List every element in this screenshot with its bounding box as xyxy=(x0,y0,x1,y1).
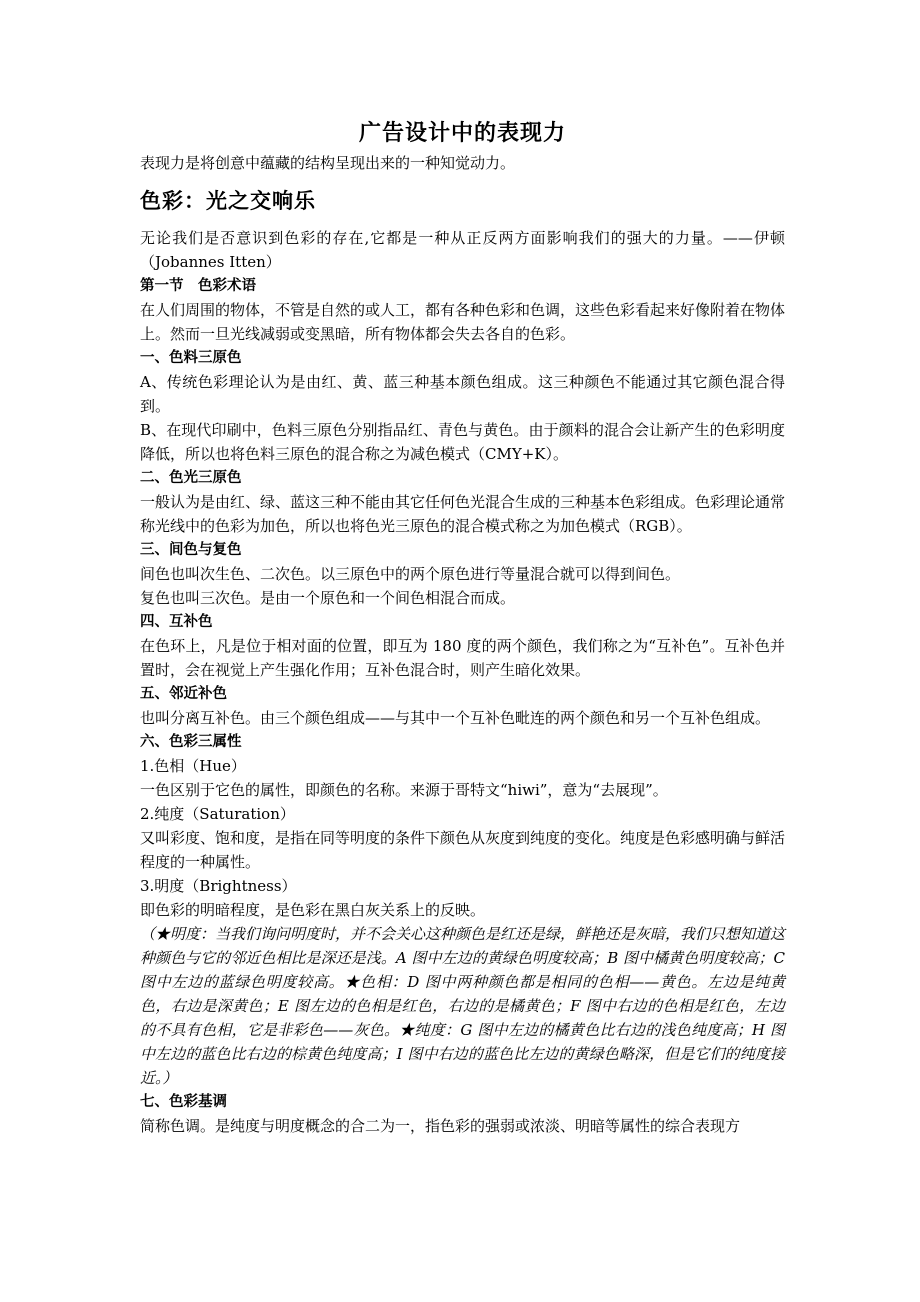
section-intro: 在人们周围的物体，不管是自然的或人工，都有各种色彩和色调，这些色彩看起来好像附着在物体上。然而一旦光线减弱或变黑暗，所有物体都会失去各自的色彩。 xyxy=(140,301,786,343)
paragraph-brightness: 即色彩的明暗程度，是色彩在黑白灰关系上的反映。 xyxy=(140,901,486,919)
paragraph-saturation: 又叫彩度、饱和度，是指在同等明度的条件下颜色从灰度到纯度的变化。纯度是色彩感明确与鲜活程度的一种属性。 xyxy=(140,829,786,871)
document-title: 广告设计中的表现力 xyxy=(358,121,566,146)
heading-split-complementary: 五、邻近补色 xyxy=(140,686,227,702)
heading-light-primaries: 二、色光三原色 xyxy=(140,470,242,486)
quote-paragraph: 无论我们是否意识到色彩的存在,它都是一种从正反两方面影响我们的强大的力量。——伊顿（Jobannes Itten） xyxy=(140,229,785,271)
paragraph-pigment-b: B、在现代印刷中，色料三原色分别指品红、青色与黄色。由于颜料的混合会让新产生的色彩明度降低，所以也将色料三原色的混合称之为减色模式（CMY+K）。 xyxy=(140,421,785,463)
paragraph-color-tone: 简称色调。是纯度与明度概念的合二为一，指色彩的强弱或浓淡、明暗等属性的综合表现方 xyxy=(140,1117,741,1135)
heading-secondary-tertiary: 三、间色与复色 xyxy=(140,542,242,558)
heading-pigment-primaries: 一、色料三原色 xyxy=(140,350,242,366)
paragraph-pigment-a: A、传统色彩理论认为是由红、黄、蓝三种基本颜色组成。这三种颜色不能通过其它颜色混合得到。 xyxy=(140,373,785,415)
chapter-heading: 色彩：光之交响乐 xyxy=(140,189,316,213)
heading-color-tone: 七、色彩基调 xyxy=(140,1094,227,1110)
heading-color-attributes: 六、色彩三属性 xyxy=(140,734,242,750)
paragraph-tertiary: 复色也叫三次色。是由一个原色和一个间色相混合而成。 xyxy=(140,589,516,607)
heading-complementary: 四、互补色 xyxy=(140,614,213,630)
document-page xyxy=(140,118,785,1138)
section-heading: 第一节 色彩术语 xyxy=(140,278,256,294)
paragraph-hue: 一色区别于它色的属性，即颜色的名称。来源于哥特文“hiwi”，意为“去展现”。 xyxy=(140,781,668,799)
paragraph-light-primaries: 一般认为是由红、绿、蓝这三种不能由其它任何色光混合生成的三种基本色彩组成。色彩理论通常称光线中的色彩为加色，所以也将色光三原色的混合模式称之为加色模式（RGB）。 xyxy=(140,493,786,535)
paragraph-secondary: 间色也叫次生色、二次色。以三原色中的两个原色进行等量混合就可以得到间色。 xyxy=(140,565,681,583)
paragraph-split-complementary: 也叫分离互补色。由三个颜色组成——与其中一个互补色毗连的两个颜色和另一个互补色组成。 xyxy=(140,709,771,727)
subheading-brightness: 3.明度（Brightness） xyxy=(140,877,297,895)
paragraph-complementary: 在色环上，凡是位于相对面的位置，即互为 180 度的两个颜色，我们称之为“互补色”。互补色并置时，会在视觉上产生强化作用；互补色混合时，则产生暗化效果。 xyxy=(140,637,785,679)
subheading-saturation: 2.纯度（Saturation） xyxy=(140,805,295,823)
subheading-hue: 1.色相（Hue） xyxy=(140,757,246,775)
lead-paragraph: 表现力是将创意中蕴藏的结构呈现出来的一种知觉动力。 xyxy=(140,154,516,172)
italic-note: （★明度：当我们询问明度时，并不会关心这种颜色是红还是绿，鲜艳还是灰暗，我们只想知道这种颜色与它的邻近色相比是深还是浅。A 图中左边的黄绿色明度较高；B 图中橘黄色明度较高；C 图中左边的蓝绿色明度较高。★色相：D 图中两种颜色都是相同的色相——黄色。左边是纯黄色，右边是深黄色；E 图左边的色相是红色，右边的是橘黄色；F 图中右边的色相是红色，左边的不具有色相，它是非彩色——灰色。★纯度：G 图中左边的橘黄色比右边的浅色纯度高；H 图中左边的蓝色比右边的棕黄色纯度高；I 图中右边的蓝色比左边的黄绿色略深，但是它们的纯度接近。） xyxy=(140,925,786,1087)
